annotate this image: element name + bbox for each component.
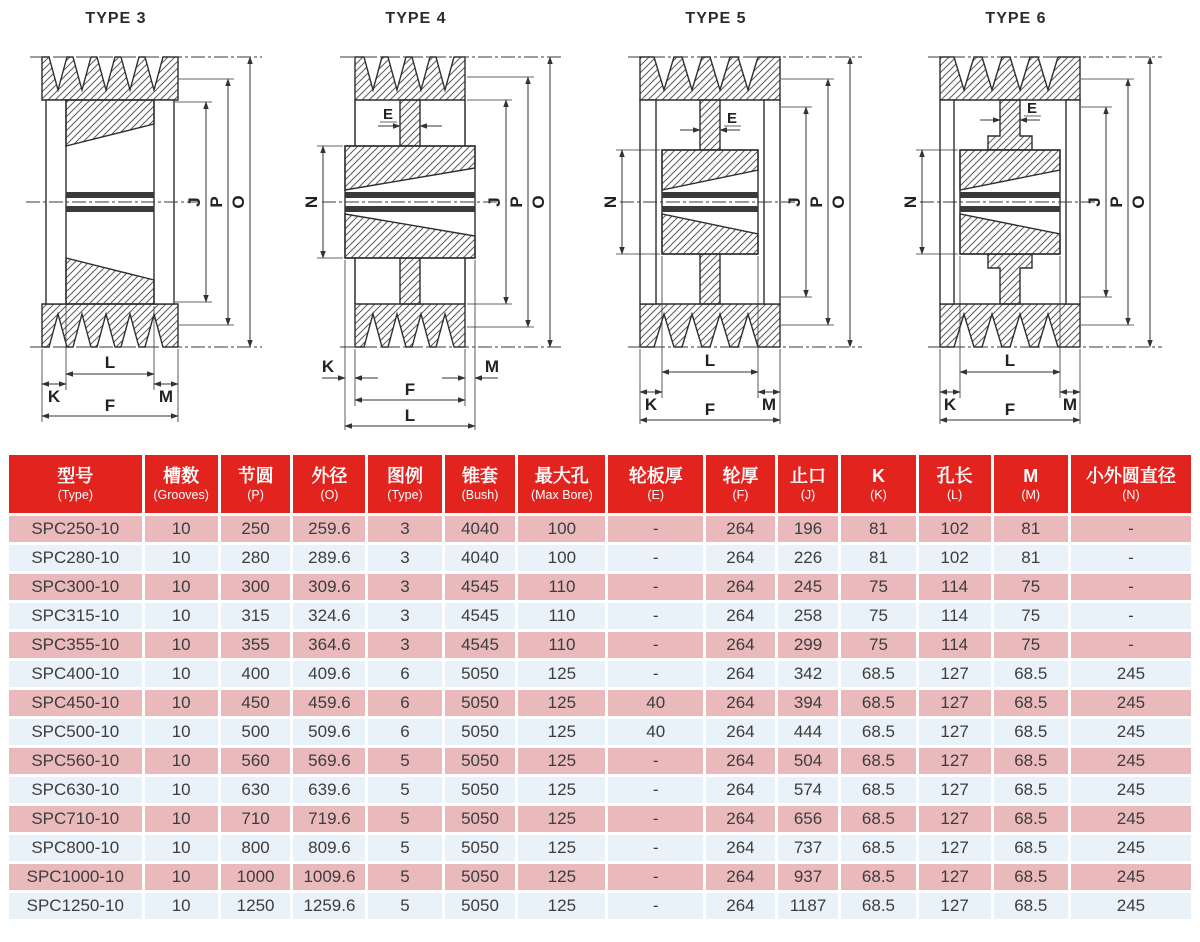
table-cell: SPC560-10	[9, 748, 142, 774]
table-cell: 40	[608, 719, 703, 745]
table-cell: -	[608, 545, 703, 571]
table-cell: 560	[221, 748, 291, 774]
table-cell: 245	[1071, 864, 1191, 890]
table-cell: 280	[221, 545, 291, 571]
table-row	[9, 835, 1191, 861]
table-cell: 125	[518, 690, 605, 716]
table-cell: 10	[145, 516, 218, 542]
table-cell: 68.5	[994, 835, 1068, 861]
table-cell: 245	[1071, 777, 1191, 803]
table-cell: 10	[145, 661, 218, 687]
dim-label-m: M	[1062, 395, 1078, 414]
table-cell: 68.5	[841, 748, 915, 774]
table-cell: 68.5	[994, 719, 1068, 745]
dim-label-j: J	[1085, 197, 1104, 207]
table-cell: 450	[221, 690, 291, 716]
table-cell: SPC630-10	[9, 777, 142, 803]
table-cell: 40	[608, 690, 703, 716]
table-cell: 459.6	[293, 690, 365, 716]
table-cell: 937	[778, 864, 839, 890]
table-row	[9, 690, 1191, 716]
column-header: 图例 (Type)	[368, 455, 441, 513]
table-cell: 5050	[445, 777, 516, 803]
table-cell: 10	[145, 603, 218, 629]
diagram-type6	[900, 0, 1200, 452]
table-cell: 656	[778, 806, 839, 832]
column-header: 轮厚 (F)	[706, 455, 775, 513]
table-cell: 245	[1071, 661, 1191, 687]
table-cell: 394	[778, 690, 839, 716]
table-cell: 10	[145, 690, 218, 716]
table-cell: 68.5	[841, 893, 915, 919]
table-cell: SPC800-10	[9, 835, 142, 861]
dim-label-j: J	[785, 197, 804, 207]
table-cell: 75	[841, 632, 915, 658]
table-cell: 264	[706, 545, 775, 571]
table-cell: -	[608, 603, 703, 629]
dim-label-e: E	[726, 110, 738, 127]
table-cell: 10	[145, 748, 218, 774]
table-row	[9, 574, 1191, 600]
table-cell: 125	[518, 661, 605, 687]
table-cell: 300	[221, 574, 291, 600]
table-cell: 250	[221, 516, 291, 542]
table-cell: 355	[221, 632, 291, 658]
table-cell: 100	[518, 516, 605, 542]
dim-label-l: L	[104, 353, 116, 372]
table-header-row	[9, 455, 1191, 513]
table-cell: 6	[368, 719, 441, 745]
table-cell: 1000	[221, 864, 291, 890]
pulley-cross-section	[26, 57, 262, 347]
table-cell: 127	[919, 661, 991, 687]
table-cell: 114	[919, 603, 991, 629]
dim-label-k: K	[47, 387, 61, 406]
table-cell: 5050	[445, 835, 516, 861]
table-cell: 10	[145, 893, 218, 919]
table-cell: 5050	[445, 690, 516, 716]
table-cell: 5	[368, 864, 441, 890]
table-cell: 127	[919, 690, 991, 716]
spec-table	[6, 452, 1194, 922]
column-header: 槽数 (Grooves)	[145, 455, 218, 513]
table-row	[9, 864, 1191, 890]
diagram-title: TYPE 5	[685, 10, 747, 27]
column-header: K (K)	[841, 455, 915, 513]
table-cell: 245	[1071, 893, 1191, 919]
table-cell: 102	[919, 545, 991, 571]
table-cell: 4545	[445, 603, 516, 629]
table-cell: SPC1250-10	[9, 893, 142, 919]
table-cell: 125	[518, 864, 605, 890]
table-cell: -	[608, 893, 703, 919]
table-cell: -	[608, 777, 703, 803]
table-cell: 10	[145, 719, 218, 745]
pulley-cross-section	[322, 57, 562, 347]
diagram-type4	[300, 0, 600, 452]
table-cell: 125	[518, 748, 605, 774]
table-cell: 68.5	[841, 806, 915, 832]
table-cell: 259.6	[293, 516, 365, 542]
table-cell: 127	[919, 893, 991, 919]
table-cell: 264	[706, 719, 775, 745]
table-cell: SPC710-10	[9, 806, 142, 832]
table-cell: 125	[518, 719, 605, 745]
table-cell: 10	[145, 864, 218, 890]
table-cell: 196	[778, 516, 839, 542]
table-cell: 5050	[445, 806, 516, 832]
table-cell: 226	[778, 545, 839, 571]
table-cell: 264	[706, 516, 775, 542]
column-header: 小外圆直径 (N)	[1071, 455, 1191, 513]
column-header: 最大孔 (Max Bore)	[518, 455, 605, 513]
table-cell: -	[608, 864, 703, 890]
table-cell: 264	[706, 777, 775, 803]
table-cell: -	[608, 748, 703, 774]
table-cell: 245	[778, 574, 839, 600]
table-cell: 110	[518, 574, 605, 600]
table-cell: 10	[145, 545, 218, 571]
table-cell: 125	[518, 893, 605, 919]
table-cell: -	[1071, 632, 1191, 658]
table-cell: 639.6	[293, 777, 365, 803]
dim-label-e: E	[1026, 100, 1038, 117]
type5-drawing-svg	[600, 22, 900, 452]
column-header: 锥套 (Bush)	[445, 455, 516, 513]
table-cell: 264	[706, 574, 775, 600]
table-cell: 315	[221, 603, 291, 629]
diagram-type3	[0, 0, 300, 452]
table-cell: SPC300-10	[9, 574, 142, 600]
table-cell: SPC280-10	[9, 545, 142, 571]
table-cell: 68.5	[994, 806, 1068, 832]
table-cell: 5	[368, 835, 441, 861]
table-cell: 68.5	[994, 690, 1068, 716]
table-cell: 299	[778, 632, 839, 658]
table-cell: 264	[706, 893, 775, 919]
table-cell: 68.5	[841, 864, 915, 890]
table-cell: 5050	[445, 719, 516, 745]
table-cell: 68.5	[994, 777, 1068, 803]
dim-label-f: F	[104, 396, 116, 415]
table-cell: 289.6	[293, 545, 365, 571]
table-cell: 5	[368, 893, 441, 919]
dim-label-n: N	[901, 195, 920, 209]
dim-label-n: N	[302, 195, 321, 209]
diagram-title: TYPE 6	[985, 10, 1047, 27]
table-cell: 409.6	[293, 661, 365, 687]
table-cell: 342	[778, 661, 839, 687]
table-cell: 264	[706, 661, 775, 687]
column-header: 孔长 (L)	[919, 455, 991, 513]
table-cell: 68.5	[994, 661, 1068, 687]
column-header: 节圆 (P)	[221, 455, 291, 513]
table-cell: 737	[778, 835, 839, 861]
table-cell: 114	[919, 574, 991, 600]
table-cell: SPC450-10	[9, 690, 142, 716]
table-cell: 75	[994, 632, 1068, 658]
table-cell: 1250	[221, 893, 291, 919]
dim-label-f: F	[1004, 400, 1016, 419]
table-cell: 4040	[445, 545, 516, 571]
table-cell: -	[608, 632, 703, 658]
table-cell: 5050	[445, 893, 516, 919]
type4-drawing-svg	[300, 22, 600, 452]
table-row	[9, 603, 1191, 629]
dim-label-k: K	[644, 395, 658, 414]
table-cell: 75	[994, 574, 1068, 600]
table-cell: 245	[1071, 835, 1191, 861]
table-row	[9, 806, 1191, 832]
table-cell: SPC1000-10	[9, 864, 142, 890]
table-cell: 10	[145, 632, 218, 658]
table-cell: 509.6	[293, 719, 365, 745]
table-cell: 125	[518, 835, 605, 861]
table-cell: 264	[706, 806, 775, 832]
table-cell: 309.6	[293, 574, 365, 600]
dim-label-j: J	[485, 197, 504, 207]
table-cell: 5	[368, 806, 441, 832]
table-cell: 6	[368, 661, 441, 687]
table-cell: 3	[368, 632, 441, 658]
table-cell: 719.6	[293, 806, 365, 832]
dim-label-l: L	[404, 406, 416, 425]
table-cell: 102	[919, 516, 991, 542]
dim-label-p: P	[1107, 196, 1126, 208]
table-cell: 245	[1071, 690, 1191, 716]
table-cell: 10	[145, 835, 218, 861]
dim-label-o: O	[829, 195, 848, 209]
table-cell: 3	[368, 545, 441, 571]
dim-label-l: L	[1004, 351, 1016, 370]
table-cell: -	[1071, 574, 1191, 600]
table-cell: 68.5	[841, 690, 915, 716]
table-cell: 10	[145, 574, 218, 600]
table-cell: 127	[919, 748, 991, 774]
table-cell: 258	[778, 603, 839, 629]
column-header: 外径 (O)	[293, 455, 365, 513]
table-row	[9, 748, 1191, 774]
table-cell: 364.6	[293, 632, 365, 658]
table-cell: 127	[919, 777, 991, 803]
table-cell: 264	[706, 690, 775, 716]
table-cell: 68.5	[841, 835, 915, 861]
diagram-type5	[600, 0, 900, 452]
table-cell: 68.5	[841, 777, 915, 803]
dim-label-p: P	[507, 196, 526, 208]
dim-label-m: M	[484, 357, 500, 376]
table-cell: 500	[221, 719, 291, 745]
table-cell: 574	[778, 777, 839, 803]
table-cell: 800	[221, 835, 291, 861]
table-cell: 400	[221, 661, 291, 687]
table-cell: -	[608, 806, 703, 832]
table-row	[9, 893, 1191, 919]
dim-label-n: N	[601, 195, 620, 209]
dim-label-m: M	[761, 395, 777, 414]
table-row	[9, 777, 1191, 803]
column-header: 型号 (Type)	[9, 455, 142, 513]
table-cell: 5050	[445, 748, 516, 774]
table-cell: 75	[841, 603, 915, 629]
table-cell: 68.5	[841, 719, 915, 745]
table-row	[9, 661, 1191, 687]
table-cell: SPC400-10	[9, 661, 142, 687]
table-body	[9, 516, 1191, 919]
table-cell: -	[1071, 603, 1191, 629]
table-cell: 324.6	[293, 603, 365, 629]
table-cell: 5050	[445, 661, 516, 687]
table-cell: 5050	[445, 864, 516, 890]
table-cell: 125	[518, 806, 605, 832]
dim-label-p: P	[807, 196, 826, 208]
table-cell: 81	[841, 545, 915, 571]
table-cell: 68.5	[994, 893, 1068, 919]
dim-label-k: K	[321, 357, 335, 376]
table-cell: 110	[518, 603, 605, 629]
table-cell: -	[1071, 545, 1191, 571]
table-cell: -	[608, 661, 703, 687]
table-cell: 10	[145, 777, 218, 803]
table-cell: 245	[1071, 748, 1191, 774]
table-cell: 6	[368, 690, 441, 716]
table-cell: 1259.6	[293, 893, 365, 919]
table-cell: 1187	[778, 893, 839, 919]
table-cell: 68.5	[841, 661, 915, 687]
dim-label-j: J	[185, 197, 204, 207]
table-cell: 110	[518, 632, 605, 658]
table-cell: 264	[706, 748, 775, 774]
table-cell: 114	[919, 632, 991, 658]
table-cell: 809.6	[293, 835, 365, 861]
dim-label-e: E	[382, 106, 394, 123]
type3-drawing-svg	[0, 22, 300, 452]
table-cell: -	[608, 835, 703, 861]
table-cell: -	[608, 574, 703, 600]
table-cell: 4545	[445, 632, 516, 658]
table-cell: 127	[919, 864, 991, 890]
dim-label-m: M	[158, 387, 174, 406]
diagram-title: TYPE 4	[385, 10, 447, 27]
column-header: 止口 (J)	[778, 455, 839, 513]
table-cell: 81	[841, 516, 915, 542]
table-cell: 504	[778, 748, 839, 774]
table-cell: 264	[706, 835, 775, 861]
table-cell: 68.5	[994, 864, 1068, 890]
table-row	[9, 719, 1191, 745]
table-cell: 264	[706, 632, 775, 658]
table-cell: 630	[221, 777, 291, 803]
table-cell: 100	[518, 545, 605, 571]
table-cell: -	[1071, 516, 1191, 542]
dim-label-o: O	[529, 195, 548, 209]
dim-label-l: L	[704, 351, 716, 370]
table-cell: -	[608, 516, 703, 542]
table-row	[9, 632, 1191, 658]
table-cell: 569.6	[293, 748, 365, 774]
dim-label-k: K	[943, 395, 957, 414]
table-cell: 10	[145, 806, 218, 832]
table-cell: 264	[706, 603, 775, 629]
table-cell: 3	[368, 574, 441, 600]
table-cell: 3	[368, 603, 441, 629]
table-cell: 3	[368, 516, 441, 542]
dim-label-o: O	[1129, 195, 1148, 209]
table-cell: 68.5	[994, 748, 1068, 774]
table-cell: 264	[706, 864, 775, 890]
table-row	[9, 516, 1191, 542]
table-cell: 5	[368, 748, 441, 774]
table-cell: 75	[841, 574, 915, 600]
table-cell: SPC315-10	[9, 603, 142, 629]
table-cell: 5	[368, 777, 441, 803]
table-cell: SPC355-10	[9, 632, 142, 658]
table-cell: 245	[1071, 719, 1191, 745]
table-cell: 127	[919, 806, 991, 832]
pulley-diagrams	[0, 0, 1200, 452]
dim-label-o: O	[229, 195, 248, 209]
table-cell: 4040	[445, 516, 516, 542]
table-cell: 1009.6	[293, 864, 365, 890]
table-cell: 444	[778, 719, 839, 745]
dim-label-f: F	[404, 380, 416, 399]
table-cell: 127	[919, 835, 991, 861]
dim-label-p: P	[207, 196, 226, 208]
dim-label-f: F	[704, 400, 716, 419]
diagram-title: TYPE 3	[85, 10, 147, 27]
table-cell: 4545	[445, 574, 516, 600]
column-header: M (M)	[994, 455, 1068, 513]
column-header: 轮板厚 (E)	[608, 455, 703, 513]
table-cell: 245	[1071, 806, 1191, 832]
table-row	[9, 545, 1191, 571]
table-cell: 81	[994, 516, 1068, 542]
table-cell: 127	[919, 719, 991, 745]
table-cell: SPC250-10	[9, 516, 142, 542]
table-cell: 710	[221, 806, 291, 832]
type6-drawing-svg	[900, 22, 1200, 452]
table-cell: 75	[994, 603, 1068, 629]
table-cell: 125	[518, 777, 605, 803]
table-cell: SPC500-10	[9, 719, 142, 745]
table-cell: 81	[994, 545, 1068, 571]
